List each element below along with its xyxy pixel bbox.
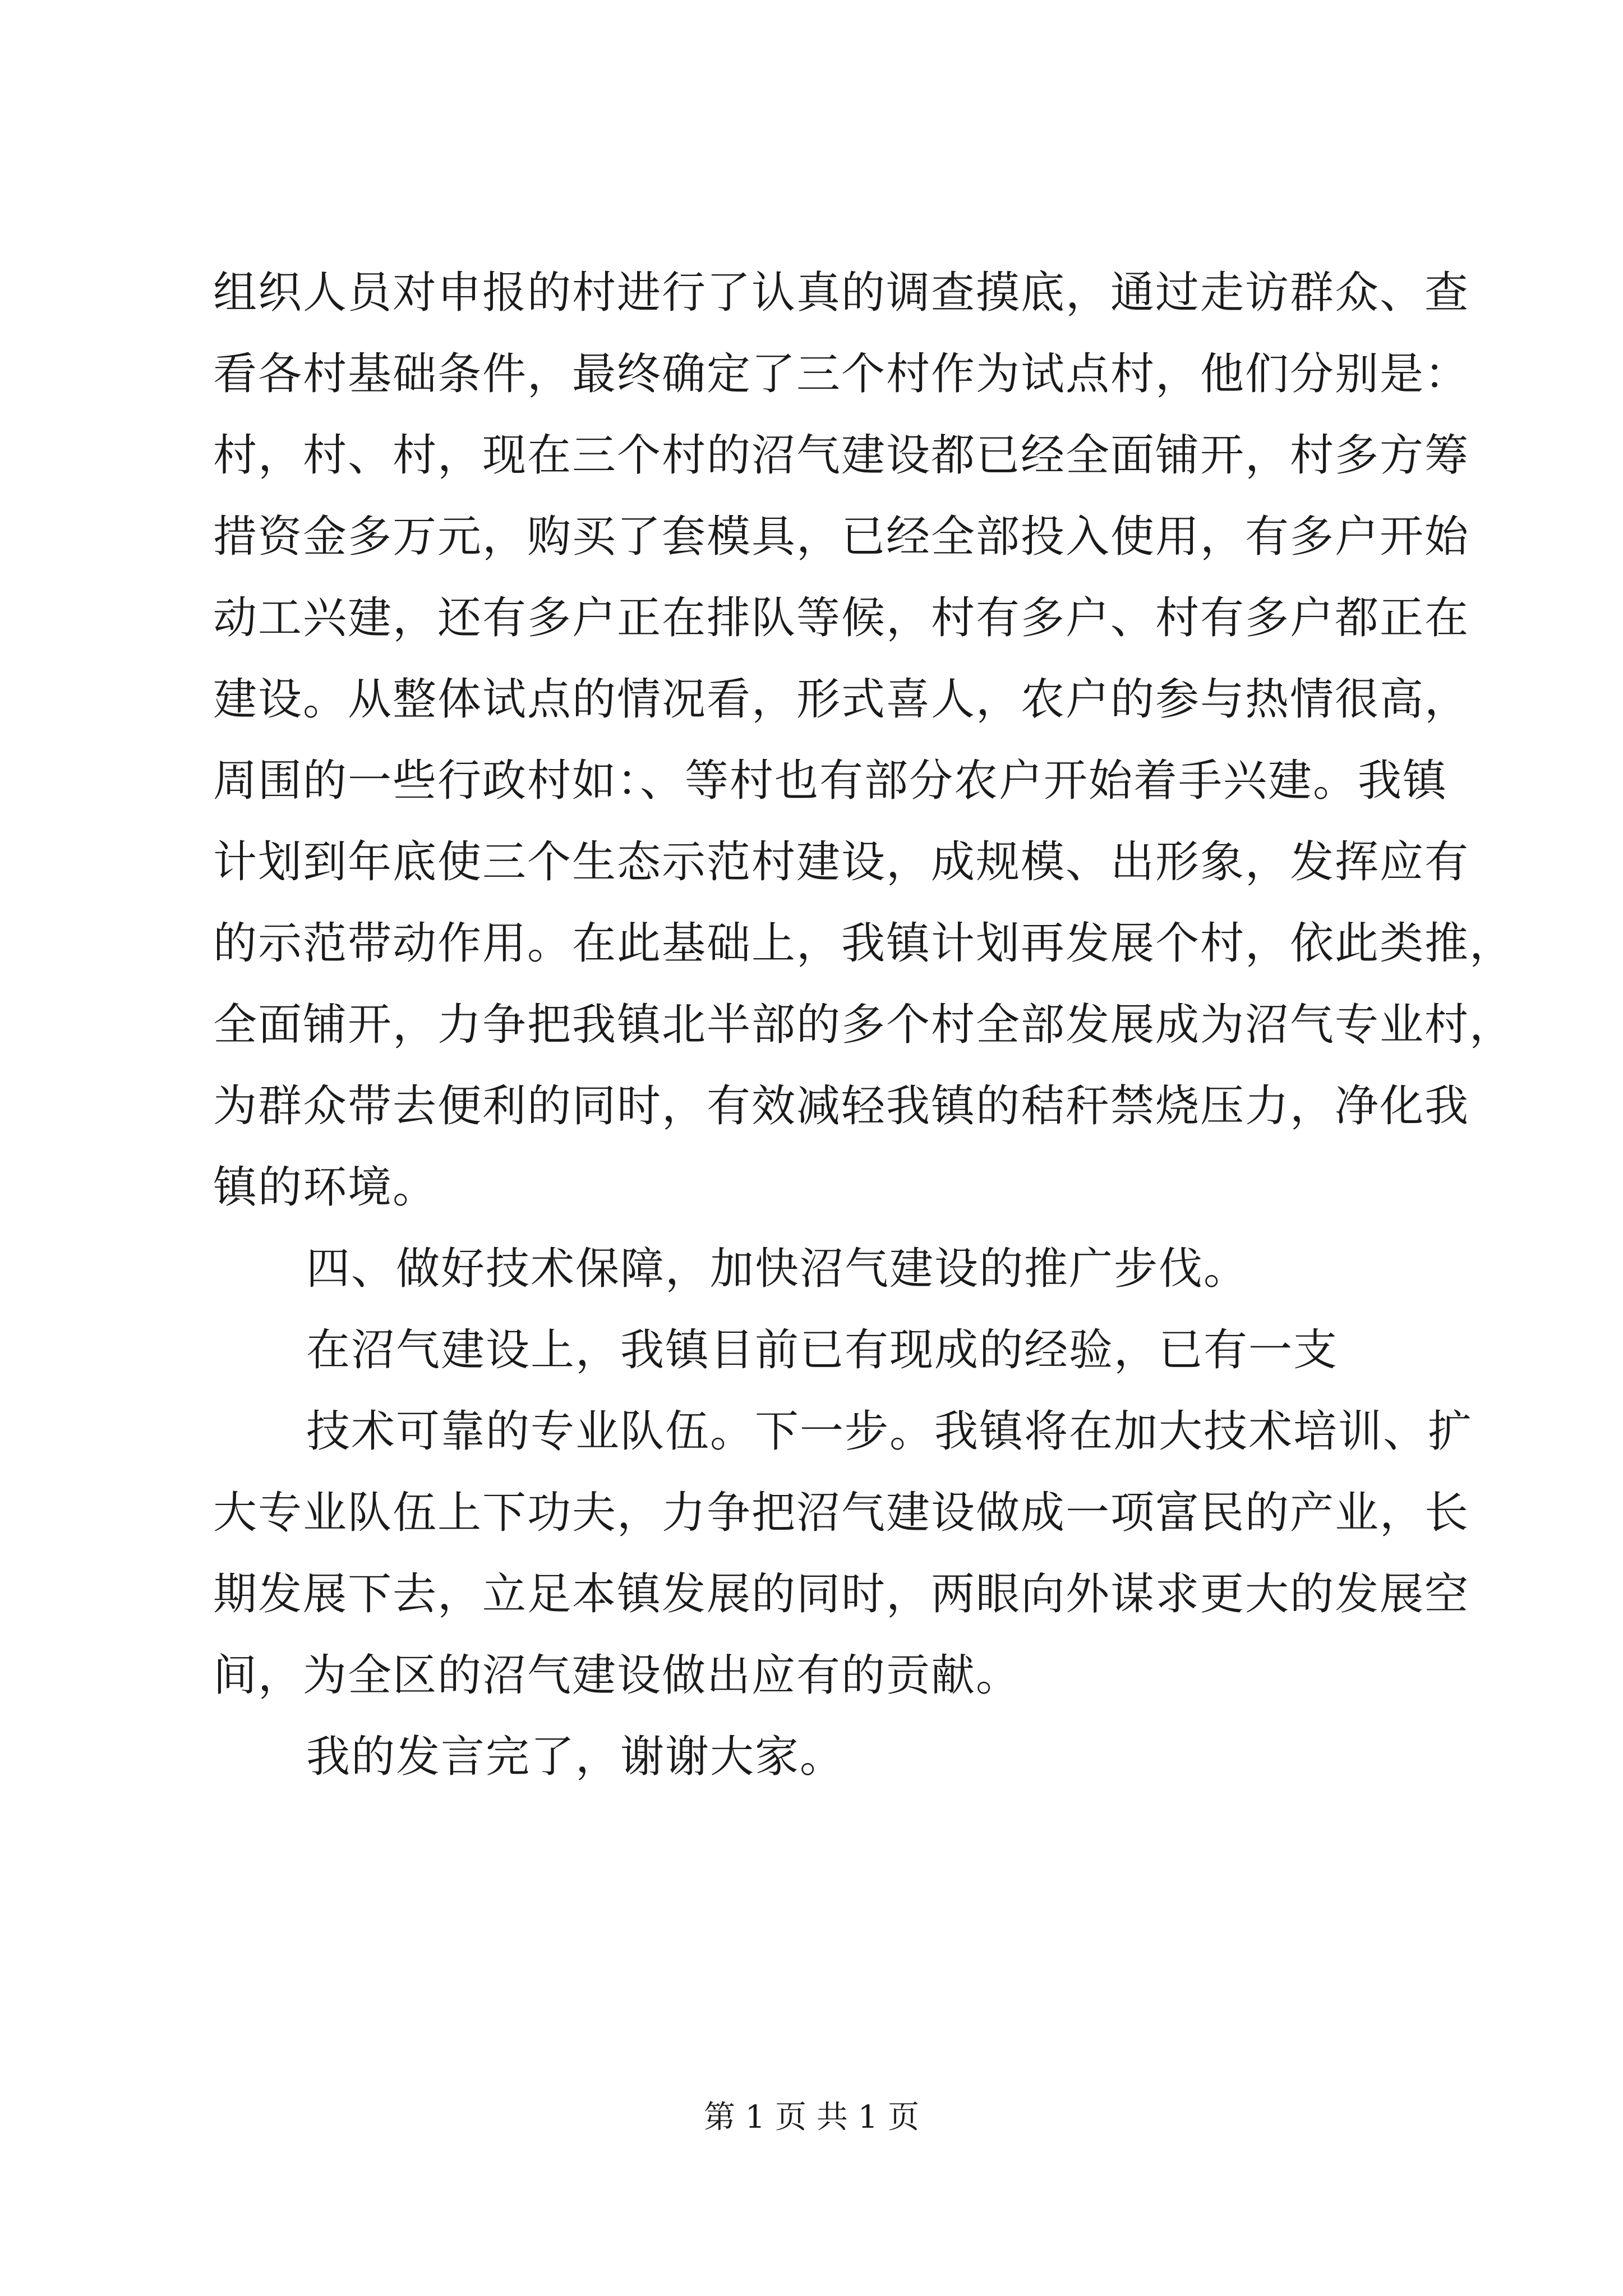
text-line: 看各村基础条件，最终确定了三个村作为试点村，他们分别是： (213, 349, 1470, 399)
text-line: 为群众带去便利的同时，有效减轻我镇的秸秆禁烧压力，净化我 (213, 1081, 1470, 1131)
document-body (213, 252, 1515, 1798)
text-line: 镇的环境。 (213, 1162, 438, 1213)
text-line: 周围的一些行政村如：、等村也有部分农户开始着手兴建。我镇 (213, 756, 1448, 806)
text-line: 大专业队伍上下功夫，力争把沼气建设做成一项富民的产业，长 (213, 1488, 1470, 1538)
text-line: 动工兴建，还有多户正在排队等候，村有多户、村有多户都正在 (213, 593, 1470, 643)
text-line: 组织人员对申报的村进行了认真的调查摸底，通过走访群众、查 (213, 268, 1470, 318)
text-line: 技术可靠的专业队伍。下一步。我镇将在加大技术培训、扩 (306, 1406, 1473, 1457)
text-line: 村，村、村，现在三个村的沼气建设都已经全面铺开，村多方筹 (213, 430, 1470, 481)
text-line: 措资金多万元，购买了套模具，已经全部投入使用，有多户开始 (213, 512, 1470, 562)
closing-line: 我的发言完了，谢谢大家。 (306, 1732, 845, 1782)
page-footer: 第 1 页 共 1 页 (703, 2099, 920, 2136)
text-line: 全面铺开，力争把我镇北半部的多个村全部发展成为沼气专业村， (213, 1000, 1515, 1050)
text-line: 在沼气建设上，我镇目前已有现成的经验，已有一支 (306, 1325, 1339, 1375)
text-line: 建设。从整体试点的情况看，形式喜人，农户的参与热情很高， (213, 674, 1470, 725)
text-line: 的示范带动作用。在此基础上，我镇计划再发展个村，依此类推， (213, 918, 1515, 969)
text-line: 间，为全区的沼气建设做出应有的贡献。 (213, 1650, 1021, 1701)
text-line: 期发展下去，立足本镇发展的同时，两眼向外谋求更大的发展空 (213, 1569, 1470, 1619)
text-line: 计划到年底使三个生态示范村建设，成规模、出形象，发挥应有 (213, 837, 1470, 887)
section-heading: 四、做好技术保障，加快沼气建设的推广步伐。 (306, 1244, 1249, 1294)
